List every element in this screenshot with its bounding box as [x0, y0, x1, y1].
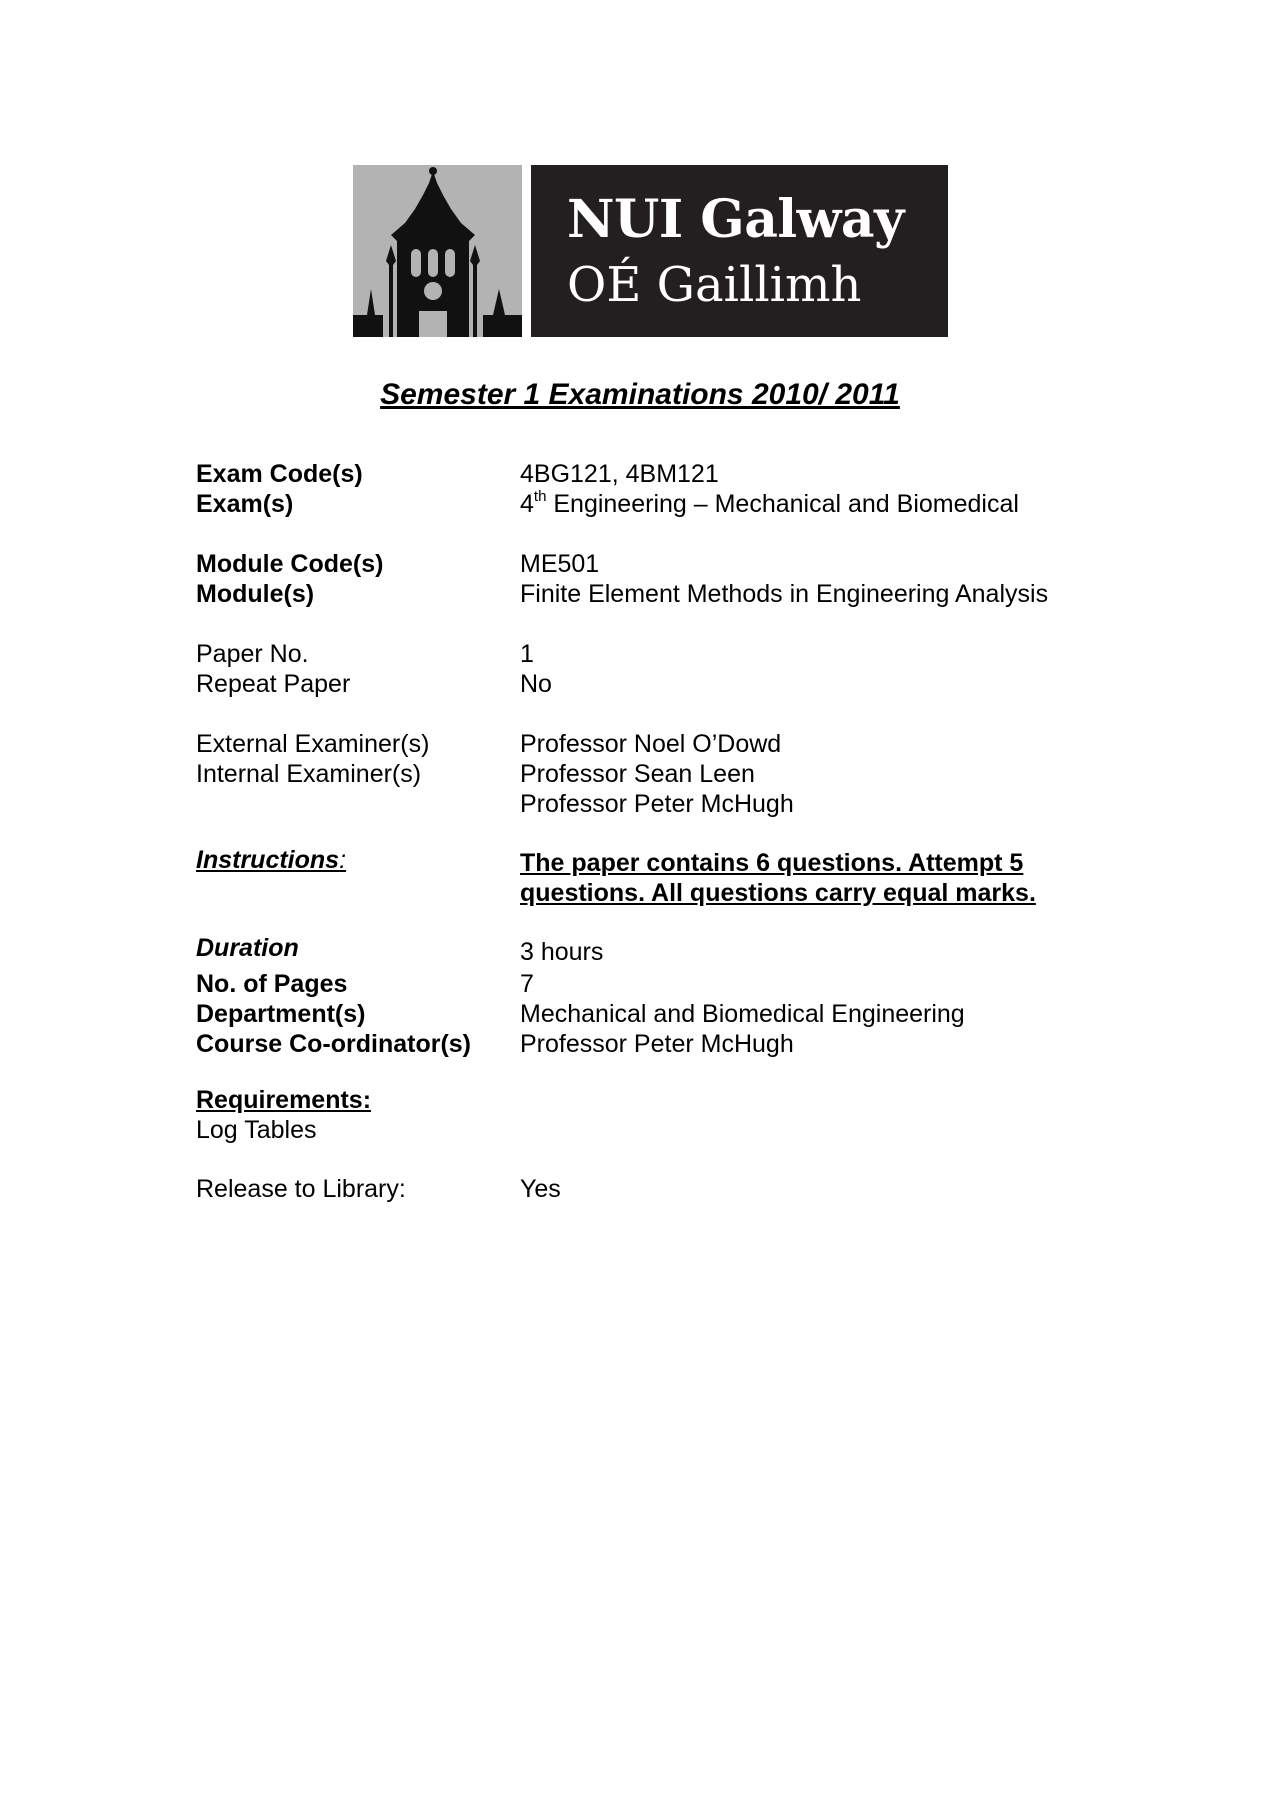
- logo-wordmark: [531, 165, 948, 337]
- paper-no-label: Paper No.: [196, 640, 309, 668]
- duration-value: 3 hours: [520, 938, 604, 966]
- external-examiners-label: External Examiner(s): [196, 730, 430, 758]
- modules-value: Finite Element Methods in Engineering Analysis: [520, 580, 1049, 608]
- module-codes-value: ME501: [520, 550, 600, 578]
- repeat-paper-value: No: [520, 670, 552, 698]
- exam-codes-value: 4BG121, 4BM121: [520, 460, 719, 488]
- no-of-pages-label: No. of Pages: [196, 970, 348, 998]
- no-of-pages-value: 7: [520, 970, 534, 998]
- paper-no-value: 1: [520, 640, 534, 668]
- modules-label: Module(s): [196, 580, 315, 608]
- instructions-label: Instructions:: [196, 846, 347, 874]
- module-codes-label: Module Code(s): [196, 550, 384, 578]
- logo-line-irish: OÉ Gaillimh: [567, 257, 862, 313]
- university-logo: [353, 165, 948, 337]
- repeat-paper-label: Repeat Paper: [196, 670, 351, 698]
- course-coordinators-label: Course Co-ordinator(s): [196, 1030, 471, 1058]
- exam-codes-label: Exam Code(s): [196, 460, 363, 488]
- external-examiners-value: Professor Noel O’Dowd: [520, 730, 782, 758]
- departments-label: Department(s): [196, 1000, 366, 1028]
- duration-label: Duration: [196, 934, 299, 962]
- quadrangle-tower-icon: [353, 165, 522, 337]
- logo-line-english: NUI Galway: [567, 189, 904, 250]
- page-title: Semester 1 Examinations 2010/ 2011: [380, 378, 900, 411]
- exams-label: Exam(s): [196, 490, 294, 518]
- requirements-value: Log Tables: [196, 1116, 317, 1144]
- course-coordinators-value: Professor Peter McHugh: [520, 1030, 794, 1058]
- release-to-library-value: Yes: [520, 1175, 561, 1203]
- internal-examiner-1: Professor Sean Leen: [520, 760, 755, 788]
- instructions-value: The paper contains 6 questions. Attempt 5 questions. All questions carry equal marks.: [520, 849, 1036, 907]
- internal-examiners-label: Internal Examiner(s): [196, 760, 422, 788]
- internal-examiner-2: Professor Peter McHugh: [520, 790, 794, 818]
- departments-value: Mechanical and Biomedical Engineering: [520, 1000, 965, 1028]
- requirements-label: Requirements:: [196, 1086, 372, 1114]
- release-to-library-label: Release to Library:: [196, 1175, 406, 1203]
- exams-value: 4th Engineering – Mechanical and Biomedical: [520, 487, 1019, 518]
